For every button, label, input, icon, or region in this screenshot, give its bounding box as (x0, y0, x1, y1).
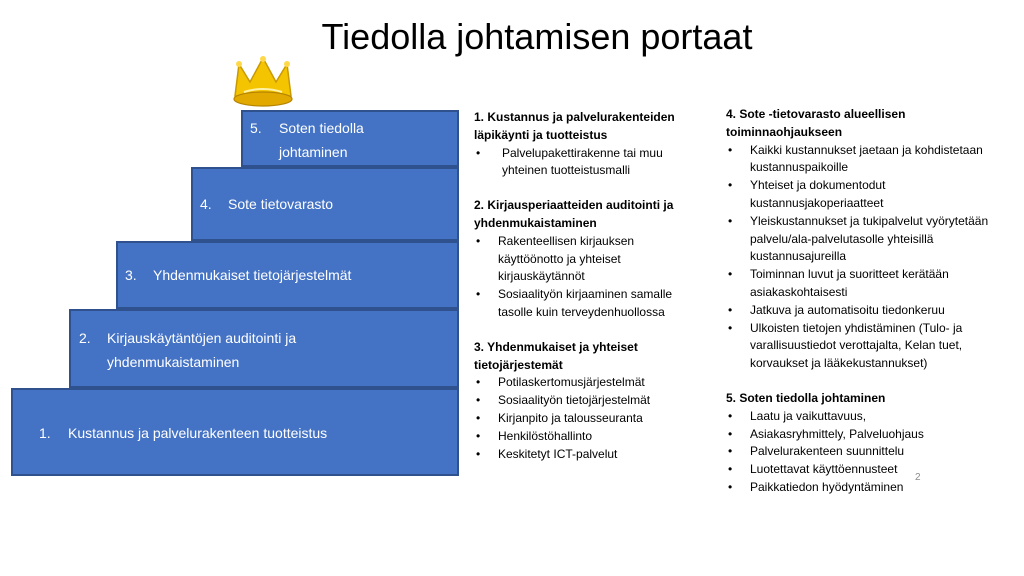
stair-step-5 (241, 110, 459, 167)
list-item: • Sosiaalityön kirjaaminen samalle tasolle kuin terveydenhuollossa (474, 286, 700, 322)
list-item: • Palvelurakenteen suunnittelu (726, 443, 1018, 461)
right-column (726, 106, 1018, 497)
list-item: • Keskitetyt ICT-palvelut (474, 446, 700, 464)
list-item: • Kaikki kustannukset jaetaan ja kohdistetaan kustannuspaikoille (726, 142, 1018, 178)
page-number: 2 (915, 472, 921, 483)
list-item: • Rakenteellisen kirjauksen käyttöönotto ja yhteiset kirjauskäytännöt (474, 233, 700, 286)
section-4-title: 4. Sote -tietovarasto alueellisen toiminnaohjaukseen (726, 107, 906, 139)
section-2-title: 2. Kirjausperiaatteiden auditointi ja yhdenmukaistaminen (474, 198, 674, 230)
list-item: • Toiminnan luvut ja suoritteet kerätään asiakaskohtaisesti (726, 266, 1000, 302)
step-number: 5. (250, 120, 262, 136)
step-label: Sote tietovarasto (228, 196, 334, 212)
list-item: • Laatu ja vaikuttavuus, (726, 408, 1018, 426)
stair-step-2 (69, 309, 459, 388)
step-label: Kustannus ja palvelurakenteen tuotteistus (68, 425, 328, 441)
list-item: • Jatkuva ja automatisoitu tiedonkeruu (726, 302, 1018, 320)
stair-step-3 (116, 241, 459, 309)
list-item: • Yleiskustannukset ja tukipalvelut vyörytetään palvelu/ala-palvelutasolle yhteisillä kustannusajureilla (726, 213, 1018, 266)
list-item: • Henkilöstöhallinto (474, 428, 700, 446)
section-5-title: 5. Soten tiedolla johtaminen (726, 390, 886, 405)
step-number: 4. (200, 196, 212, 212)
middle-column (474, 109, 700, 463)
list-item: • Kirjanpito ja talousseuranta (474, 410, 700, 428)
section-5-list (726, 408, 1018, 497)
section-2-list (474, 233, 700, 322)
step-label: Kirjauskäytäntöjen auditointi ja yhdenmukaistaminen (107, 330, 297, 370)
step-label: Soten tiedolla johtaminen (279, 120, 364, 160)
list-item: • Sosiaalityön tietojärjestelmät (474, 392, 700, 410)
step-number: 1. (39, 425, 51, 441)
list-item: • Yhteiset ja dokumentodut kustannusjakoperiaatteet (726, 177, 960, 213)
list-item: • Asiakasryhmittely, Palveluohjaus (726, 426, 1018, 444)
section-1-list (474, 145, 700, 181)
step-number: 2. (79, 330, 91, 346)
step-label: Yhdenmukaiset tietojärjestelmät (153, 267, 352, 283)
slide-title: Tiedolla johtamisen portaat (321, 16, 753, 57)
step-number: 3. (125, 267, 137, 283)
crown-icon (232, 56, 294, 108)
list-item: • Potilaskertomusjärjestelmät (474, 374, 700, 392)
section-4-list (726, 142, 1018, 373)
list-item: • Ulkoisten tietojen yhdistäminen (Tulo- ja varallisuustiedot verottajalta, Kelan tuet, korvaukset ja lääkekustannukset) (726, 320, 1018, 373)
list-item: • Palvelupakettirakenne tai muu yhteinen tuotteistusmalli (474, 145, 700, 181)
stair-step-1 (11, 388, 459, 476)
list-item: • Paikkatiedon hyödyntäminen (726, 479, 1018, 497)
stair-step-4 (191, 167, 459, 241)
section-3-list (474, 374, 700, 463)
section-1-title: 1. Kustannus ja palvelurakenteiden läpikäynti ja tuotteistus (474, 110, 675, 142)
section-3-title: 3. Yhdenmukaiset ja yhteiset tietojärjestemät (474, 339, 638, 372)
list-item: • Luotettavat käyttöennusteet (726, 461, 1018, 479)
